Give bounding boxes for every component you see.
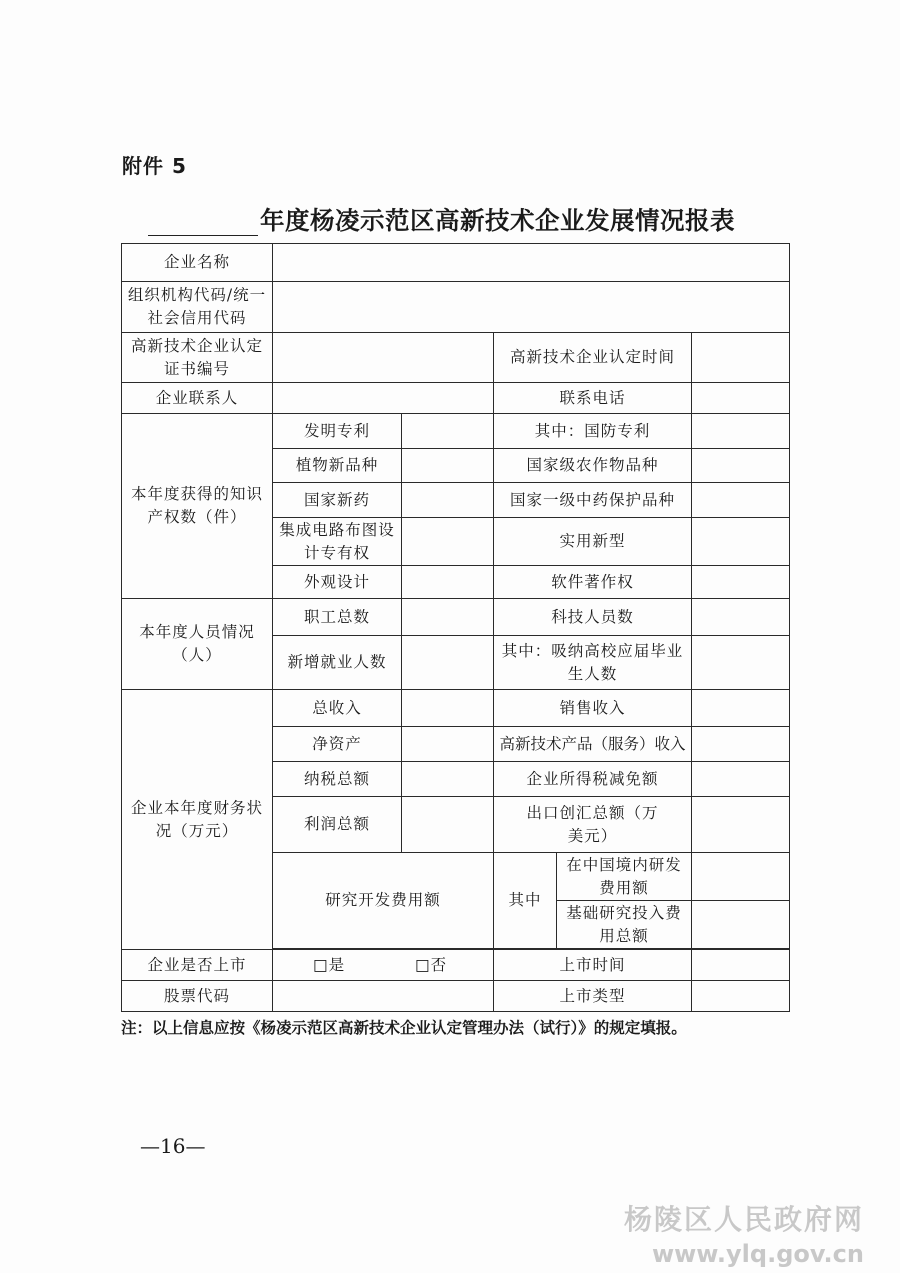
watermark-name: 杨陵区人民政府网 [623,1203,864,1236]
option-no-checkbox[interactable]: □否 [415,955,448,974]
label-org-code: 组织机构代码/统一社会信用代码 [122,282,273,333]
finance-row-right-label: 销售收入 [494,690,692,727]
label-cert-number: 高新技术企业认定证书编号 [122,333,273,383]
finance-row-right-input[interactable] [692,762,790,797]
staff-row-left-input[interactable] [402,636,494,690]
label-listed: 企业是否上市 [122,950,273,981]
ip-row-right-input[interactable] [692,566,790,599]
input-listing-type[interactable] [692,981,790,1012]
input-cert-time[interactable] [692,333,790,383]
watermark [624,1198,864,1268]
finance-row-left-input[interactable] [402,762,494,797]
year-blank-line [148,205,258,236]
rd-basic-label: 基础研究投入费用总额 [557,901,692,949]
footnote: 注：以上信息应按《杨凌示范区高新技术企业认定管理办法（试行）》的规定填报。 [121,1018,687,1037]
finance-row-left-input[interactable] [402,727,494,762]
ip-row-right-label: 其中：国防专利 [494,414,692,449]
input-company-name[interactable] [273,244,790,282]
ip-row-left-input[interactable] [402,449,494,483]
report-form-table [121,243,790,1012]
label-contact: 企业联系人 [122,383,273,414]
ip-row-left-input[interactable] [402,566,494,599]
form-title-row [148,196,788,236]
staff-row-right-input[interactable] [692,636,790,690]
rd-basic-input[interactable] [692,901,790,949]
label-phone: 联系电话 [494,383,692,414]
page-number: —16— [140,1134,206,1158]
label-stock-code: 股票代码 [122,981,273,1012]
label-listing-type: 上市类型 [494,981,692,1012]
label-cert-time: 高新技术企业认定时间 [494,333,692,383]
staff-row-left-label: 职工总数 [273,599,402,636]
listed-options [273,950,494,981]
finance-row-right-input[interactable] [692,797,790,853]
ip-row-right-input[interactable] [692,414,790,449]
rd-expense-label: 研究开发费用额 [273,853,494,949]
ip-row-right-input[interactable] [692,518,790,566]
label-company-name: 企业名称 [122,244,273,282]
finance-row-left-label: 总收入 [273,690,402,727]
finance-row-right-label: 出口创汇总额（万美元） [494,797,692,853]
ip-row-left-label: 国家新药 [273,483,402,518]
rd-qizhong-label: 其中 [494,853,557,949]
label-ip-group: 本年度获得的知识产权数（件） [122,414,273,599]
finance-row-right-label: 企业所得税减免额 [494,762,692,797]
ip-row-left-input[interactable] [402,414,494,449]
ip-row-right-label: 国家一级中药保护品种 [494,483,692,518]
finance-row-left-input[interactable] [402,797,494,853]
staff-row-left-label: 新增就业人数 [273,636,402,690]
attachment-label: 附件 5 [122,154,187,178]
finance-row-left-input[interactable] [402,690,494,727]
finance-row-left-label: 纳税总额 [273,762,402,797]
finance-row-left-label: 净资产 [273,727,402,762]
staff-row-right-input[interactable] [692,599,790,636]
ip-row-left-input[interactable] [402,483,494,518]
ip-row-right-input[interactable] [692,483,790,518]
staff-row-right-label: 其中：吸纳高校应届毕业生人数 [494,636,692,690]
label-listing-time: 上市时间 [494,950,692,981]
rd-domestic-input[interactable] [692,853,790,901]
ip-row-left-input[interactable] [402,518,494,566]
ip-row-right-label: 国家级农作物品种 [494,449,692,483]
input-listing-time[interactable] [692,950,790,981]
staff-row-right-label: 科技人员数 [494,599,692,636]
finance-row-left-label: 利润总额 [273,797,402,853]
finance-row-right-label: 高新技术产品（服务）收入 [494,727,692,762]
input-stock-code[interactable] [273,981,494,1012]
input-phone[interactable] [692,383,790,414]
ip-row-left-label: 外观设计 [273,566,402,599]
staff-row-left-input[interactable] [402,599,494,636]
label-staff-group: 本年度人员情况（人） [122,599,273,690]
watermark-url: www.ylq.gov.cn [651,1240,864,1268]
finance-row-right-input[interactable] [692,690,790,727]
ip-row-left-label: 发明专利 [273,414,402,449]
input-contact[interactable] [273,383,494,414]
finance-row-right-input[interactable] [692,727,790,762]
ip-row-left-label: 集成电路布图设计专有权 [273,518,402,566]
ip-row-right-label: 实用新型 [494,518,692,566]
input-org-code[interactable] [273,282,790,333]
input-cert-number[interactable] [273,333,494,383]
form-title: 年度杨凌示范区高新技术企业发展情况报表 [260,206,735,235]
ip-row-right-label: 软件著作权 [494,566,692,599]
option-yes-checkbox[interactable]: □是 [313,955,346,974]
label-finance-group: 企业本年度财务状况（万元） [122,690,273,950]
ip-row-left-label: 植物新品种 [273,449,402,483]
ip-row-right-input[interactable] [692,449,790,483]
rd-domestic-label: 在中国境内研发费用额 [557,853,692,901]
